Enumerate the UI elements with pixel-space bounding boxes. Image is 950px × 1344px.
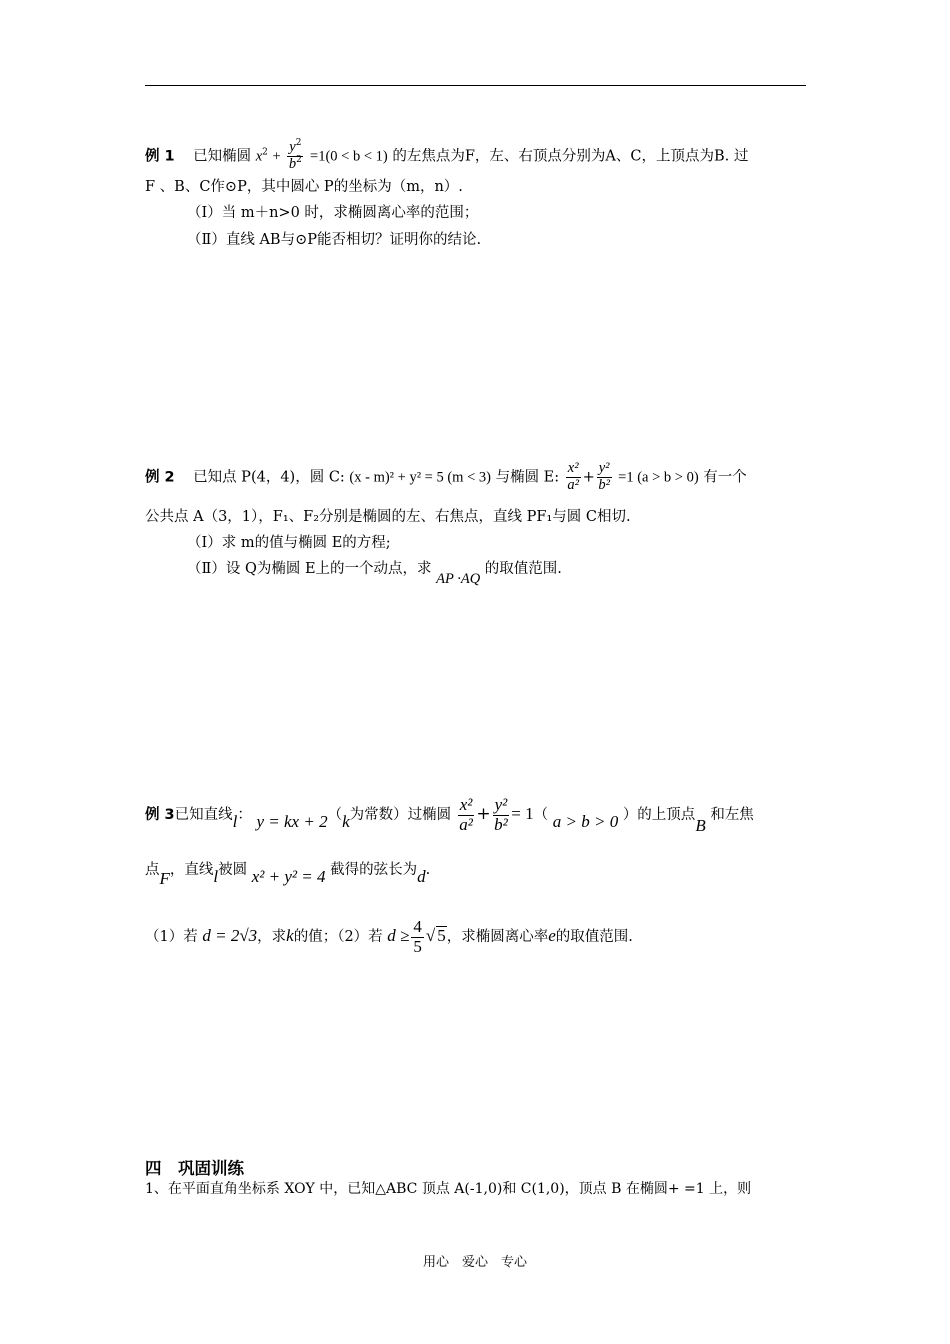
ex2-frac2-den: b² [598,476,610,493]
ex2-frac2-num: y² [598,460,610,476]
ex3-p2-d: d ≥ [387,926,410,946]
ex1-line2: F 、B、C作⊙P，其中圆心 P的坐标为（m，n）. [145,179,463,195]
ex3-l: l [232,812,238,832]
ex2-q2 [187,561,562,587]
ex3-parts: （1）若 d = 2√3，求k的值；（2）若 d ≥ $\frac{4}{5}$ √ 5，求椭圆离心率e的取值范围. [145,917,633,956]
ex3-p1-mid: ，求 [257,929,287,946]
ex2-line2: 公共点 A（3，1），F₁、F₂分别是椭圆的左、右焦点，直线 PF₁与圆 C相切. [145,509,631,525]
ex3-line1: 例 3已知直线l： y = kx + 2（k为常数）过椭圆 $\frac{\text{x²}}{\text{a²}}$ + $\frac{\text{y²}}{\text{b²}}$ = 1（ a > b > 0 ）的上顶点B 和左焦 [145,795,754,836]
ex3-l2: l [213,867,219,886]
ex2-q1: （Ⅰ）求 m的值与椭圆 E的方程; [187,535,391,551]
ex3-p2-den: 5 [413,936,422,956]
ex2-frac1 [566,461,581,494]
ex3-frac2-den: b² [494,814,508,834]
ex3-cond-close: ）的上顶点 [622,807,696,824]
ex3-p2-num: 4 [413,917,422,936]
ex3-line-eq: y = kx + 2 [256,812,328,832]
ex3-line2 [145,860,431,888]
ex2-mid: 与椭圆 E: [495,469,560,486]
section-title: 四 巩固训练 [145,1159,244,1178]
ex3-line2-c: 被圆 [218,862,248,878]
ex3-p1-eq: d = 2√3 [202,926,258,946]
ex3-k: k [342,812,350,832]
ex3-p1-tail: 的值；（2）若 [293,929,383,946]
ex1-q1: （Ⅰ）当 m＋n>0 时，求椭圆离心率的范围； [187,205,479,221]
ex3-frac1-den: a² [459,814,473,834]
ex3-B: B [695,816,706,836]
ex1-label: 例 1 [145,148,175,165]
ex3-cond-open: （ [533,807,549,824]
ex1-line1-tail: 的左焦点为F，左、右顶点分别为A、C，上顶点为B. 过 [392,148,749,165]
ex3-circle: x² + y² = 4 [251,867,326,886]
ex2-q2-lead: （Ⅱ）设 Q为椭圆 E上的一个动点，求 [187,561,432,577]
ex3-p2-end: 的取值范围. [555,929,633,946]
ex3-p2-frac [411,918,424,956]
ex3-line2-a: 点 [145,862,160,878]
ex3-e: e [548,926,556,946]
ex3-line2-d: 截得的弦长为 [330,862,418,878]
ex2-q2-tail: 的取值范围. [484,561,562,577]
ex3-p1-k: k [286,926,294,946]
ex1-fraction: $\frac{y^2}{b^2}$ [288,138,302,172]
ex1-eq-num: y [289,139,296,155]
footer: 用心 爱心 专心 [422,1255,527,1270]
ex3-frac1-num: x² [459,795,473,814]
ex3-cond: a > b > 0 [552,812,619,832]
ex2-frac1-den: a² [567,476,579,493]
ex3-p1-lead: （1）若 [145,929,198,946]
ex3-lead: 已知直线 [174,807,233,824]
ex1-eq-x: x [255,148,263,165]
ex3-const: 为常数）过椭圆 [349,807,452,824]
ex2-circle-eq: (x - m)² + y² = 5 (m < 3) [349,469,491,486]
ex3-p2-tail: ，求椭圆离心率 [446,929,549,946]
ex1-line1: 例 1 已知椭圆 $x^2$ + $\frac{y^2}{b^2}$ =1(0 < b < 1) 的左焦点为F，左、右顶点分别为A、C，上顶点为B. 过 [145,138,749,172]
ex2-tail: 有一个 [703,469,747,486]
ex3-frac1 [458,796,475,834]
ex1-q2: （Ⅱ）直线 AB与⊙P能否相切？证明你的结论. [187,232,482,248]
ex3-F: F [159,869,170,888]
ex3-label: 例 3 [145,807,175,824]
ex3-frac2 [493,796,510,834]
ex3-paren-open: （ [327,807,343,824]
ex1-eq-rest: =1(0 < b < 1) [310,148,388,165]
ex3-p2-root: 5 [437,926,446,946]
ex3-frac2-num: y² [494,795,508,814]
ex1-eq-plus: + [272,148,281,165]
ex2-label: 例 2 [145,469,175,486]
ex3-d: d [417,867,426,886]
problem-1: 1、在平面直角坐标系 XOY 中，已知△ABC 顶点 A(-1,0)和 C(1,0)，顶点 B 在椭圆+ =1 上，则 [145,1181,752,1197]
ex2-lead: 已知点 P(4，4)，圆 C: [193,469,345,486]
header-rule [145,85,806,86]
ex2-line1: 例 2 已知点 P(4，4)，圆 C: (x - m)² + y² = 5 (m < 3) 与椭圆 E: $\frac{\text{x²}}{\text{a²}}$ + $\frac{\text{y²}}{\text{b²}}$ =1 (a > b > 0) 有一个 [145,460,747,493]
ex2-q2-expr: AP ·AQ [436,571,481,587]
ex1-lead: 已知椭圆 [193,148,252,165]
ex1-eq-den: b [288,155,297,172]
ex3-colon: ： [237,807,252,824]
ex3-period: . [425,862,431,878]
ex2-frac1-num: x² [567,460,579,476]
ex3-eq-one: = 1 [511,804,534,824]
ex3-and-focus: 和左焦 [710,807,754,824]
ex3-line2-b: ，直线 [169,862,214,878]
ex2-frac2 [597,461,612,494]
ex2-eq-rest: =1 (a > b > 0) [618,469,699,486]
